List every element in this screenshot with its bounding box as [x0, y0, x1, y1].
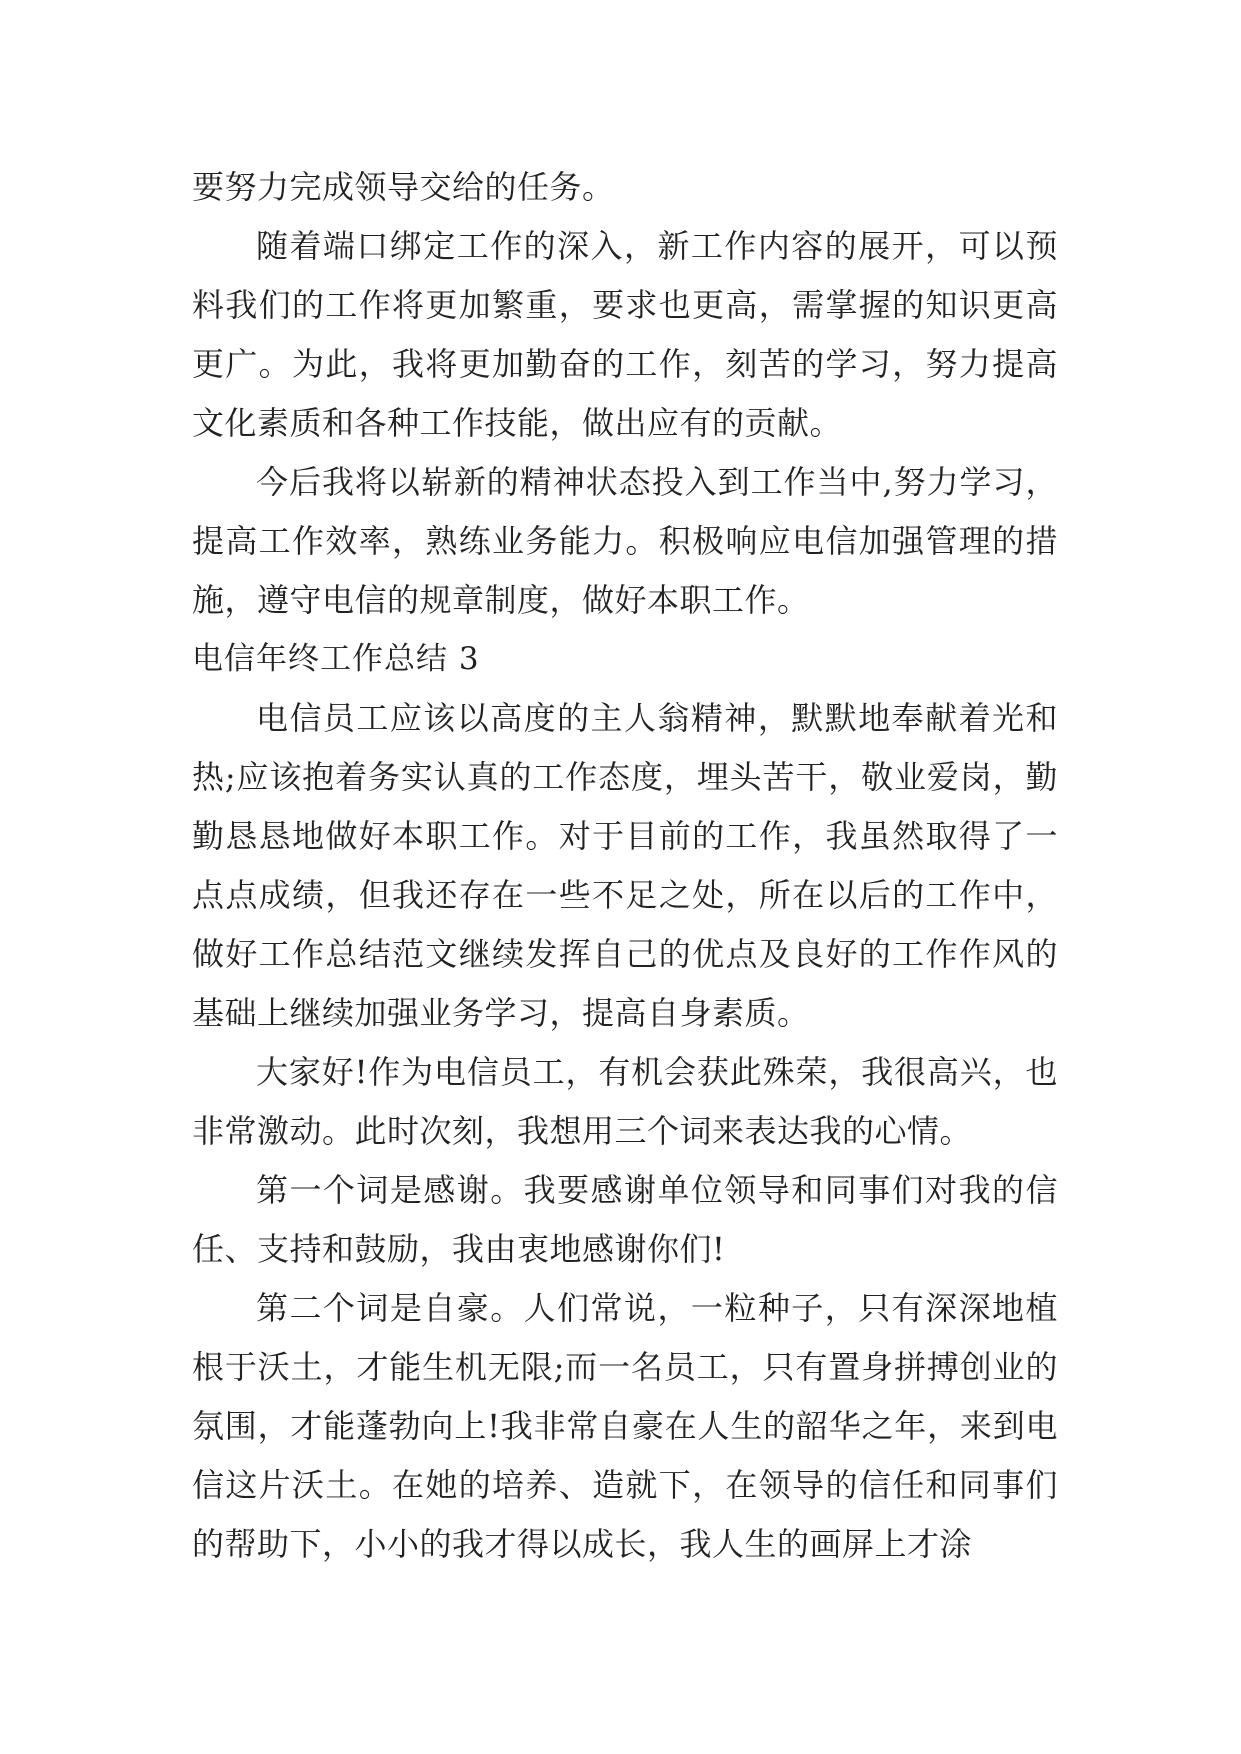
paragraph-2: 随着端口绑定工作的深入，新工作内容的展开，可以预料我们的工作将更加繁重，要求也更高，需掌握的知识更高更广。为此，我将更加勤奋的工作，刻苦的学习，努力提高文化素质和各种工作技能，做出应有的贡献。: [192, 227, 1058, 442]
paragraph-3: 今后我将以崭新的精神状态投入到工作当中,努力学习，提高工作效率，熟练业务能力。积极响应电信加强管理的措施，遵守电信的规章制度，做好本职工作。: [192, 463, 1058, 619]
section-heading: 电信年终工作总结 3: [192, 641, 480, 677]
paragraph-6: 第一个词是感谢。我要感谢单位领导和同事们对我的信任、支持和鼓励，我由衷地感谢你们!: [192, 1171, 1058, 1268]
document-body: [192, 158, 1058, 1574]
paragraph-7: 第二个词是自豪。人们常说，一粒种子，只有深深地植根于沃土，才能生机无限;而一名员工，只有置身拼搏创业的氛围，才能蓬勃向上!我非常自豪在人生的韶华之年，来到电信这片沃土。在她的培养、造就下，在领导的信任和同事们的帮助下，小小的我才得以成长，我人生的画屏上才涂: [192, 1289, 1058, 1563]
paragraph-1: 要努力完成领导交给的任务。: [192, 168, 615, 206]
paragraph-5: 大家好!作为电信员工，有机会获此殊荣，我很高兴，也非常激动。此时次刻，我想用三个词来表达我的心情。: [192, 1053, 1058, 1150]
paragraph-4: 电信员工应该以高度的主人翁精神，默默地奉献着光和热;应该抱着务实认真的工作态度，埋头苦干，敬业爱岗，勤勤恳恳地做好本职工作。对于目前的工作，我虽然取得了一点点成绩，但我还存在一些不足之处，所在以后的工作中，做好工作总结范文继续发挥自己的优点及良好的工作作风的基础上继续加强业务学习，提高自身素质。: [192, 699, 1058, 1032]
